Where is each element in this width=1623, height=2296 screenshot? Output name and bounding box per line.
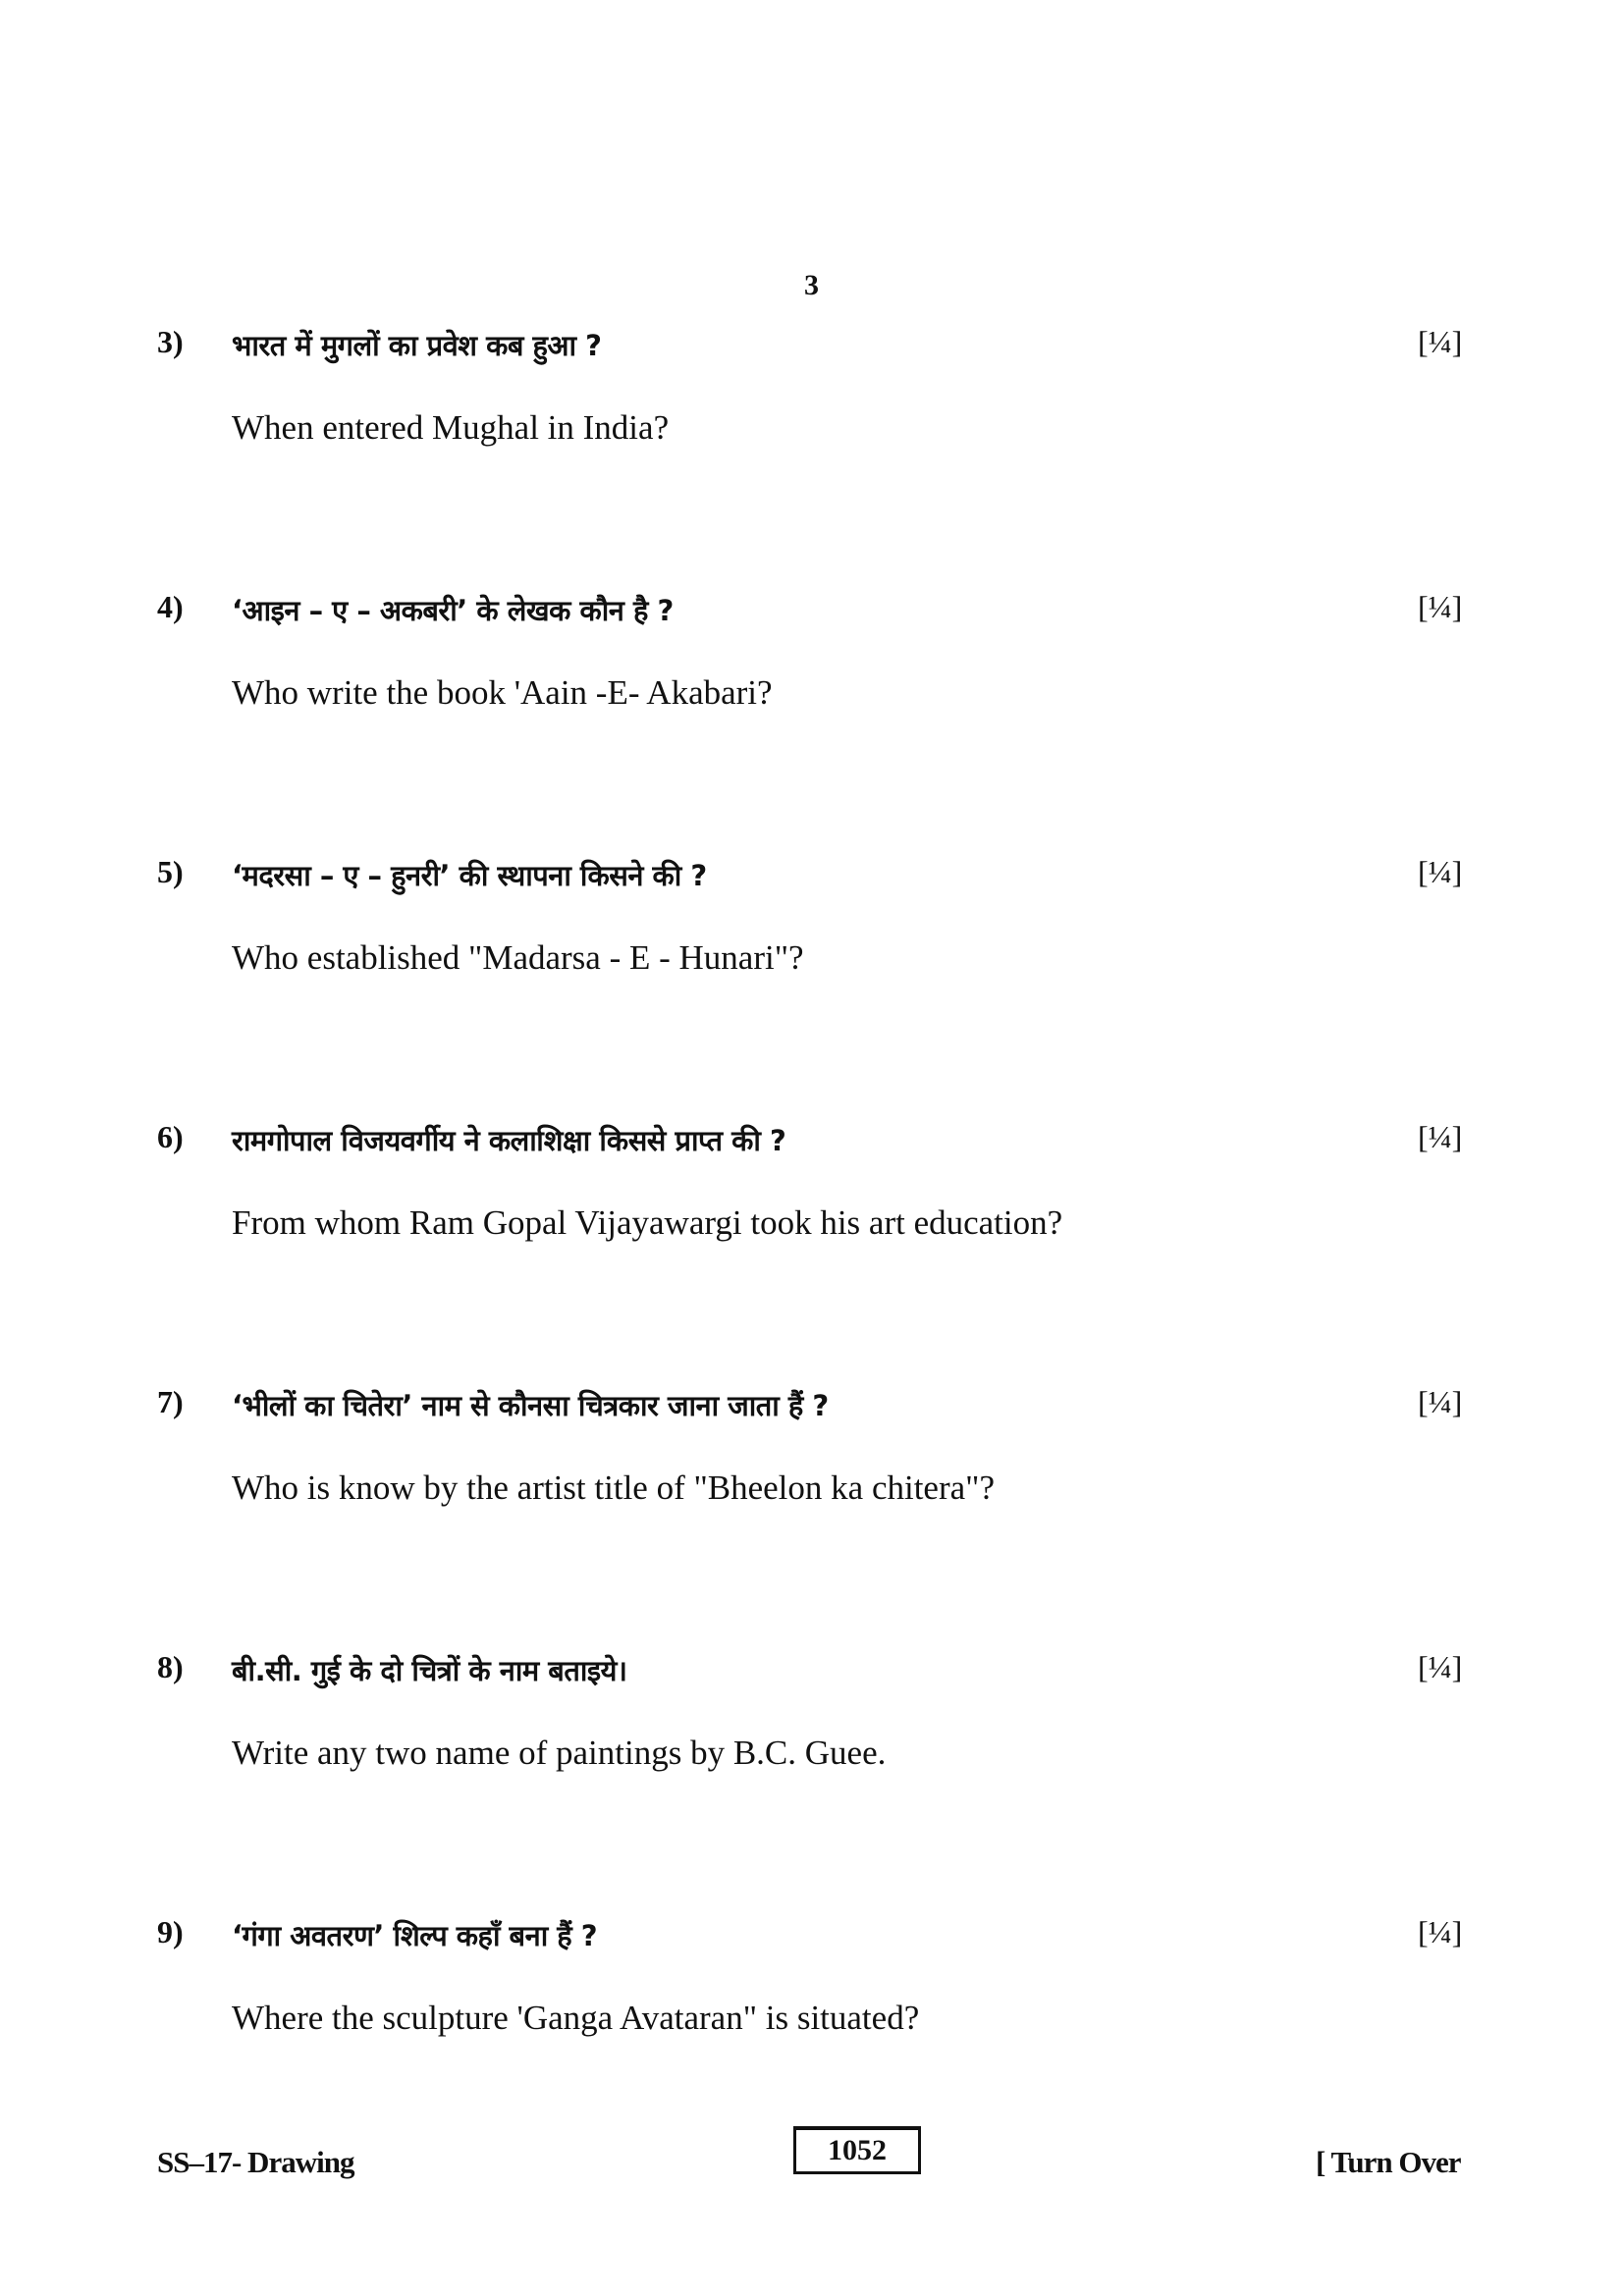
question-text-hindi: ‘भीलों का चितेरा’ नाम से कौनसा चित्रकार जाना जाता हैं ?: [232, 1389, 829, 1422]
question-marks: [¼]: [1418, 1914, 1463, 1949]
question-marks: [¼]: [1418, 854, 1463, 889]
question-marks: [¼]: [1418, 324, 1463, 359]
question-text-hindi: रामगोपाल विजयवर्गीय ने कलाशिक्षा किससे प्राप्त की ?: [232, 1124, 786, 1157]
question-text-english: Write any two name of paintings by B.C. Guee.: [232, 1734, 887, 1772]
question-text-english: Who established "Madarsa - E - Hunari"?: [232, 938, 804, 977]
page-number: 3: [804, 269, 819, 301]
question-number: 6): [157, 1119, 184, 1154]
question-number: 8): [157, 1649, 184, 1684]
question-text-english: Where the sculpture 'Ganga Avataran" is situated?: [232, 1999, 920, 2037]
question-text-hindi: ‘मदरसा – ए – हुनरी’ की स्थापना किसने की ?: [232, 859, 707, 892]
question-text-hindi: ‘गंगा अवतरण’ शिल्प कहाँ बना हैं ?: [232, 1919, 598, 1952]
question-text-hindi: भारत में मुगलों का प्रवेश कब हुआ ?: [232, 329, 602, 362]
footer-turn-over: [ Turn Over: [1316, 2145, 1461, 2179]
question-text-hindi: ‘आइन – ए – अकबरी’ के लेखक कौन है ?: [232, 594, 674, 627]
question-text-hindi: बी.सी. गुई के दो चित्रों के नाम बताइये।: [232, 1654, 627, 1687]
question-number: 4): [157, 589, 184, 624]
question-text-english: Who write the book 'Aain -E- Akabari?: [232, 673, 773, 712]
question-number: 9): [157, 1914, 184, 1949]
question-number: 5): [157, 854, 184, 889]
question-marks: [¼]: [1418, 1119, 1463, 1154]
question-marks: [¼]: [1418, 1649, 1463, 1684]
question-text-english: From whom Ram Gopal Vijayawargi took his art education?: [232, 1203, 1063, 1242]
question-number: 7): [157, 1384, 184, 1419]
footer-page-code-box: 1052: [793, 2126, 921, 2174]
question-text-english: Who is know by the artist title of "Bheelon ka chitera"?: [232, 1468, 995, 1507]
question-marks: [¼]: [1418, 589, 1463, 624]
question-marks: [¼]: [1418, 1384, 1463, 1419]
footer-paper-code: SS–17- Drawing: [157, 2145, 354, 2179]
question-number: 3): [157, 324, 184, 359]
question-text-english: When entered Mughal in India?: [232, 408, 670, 447]
